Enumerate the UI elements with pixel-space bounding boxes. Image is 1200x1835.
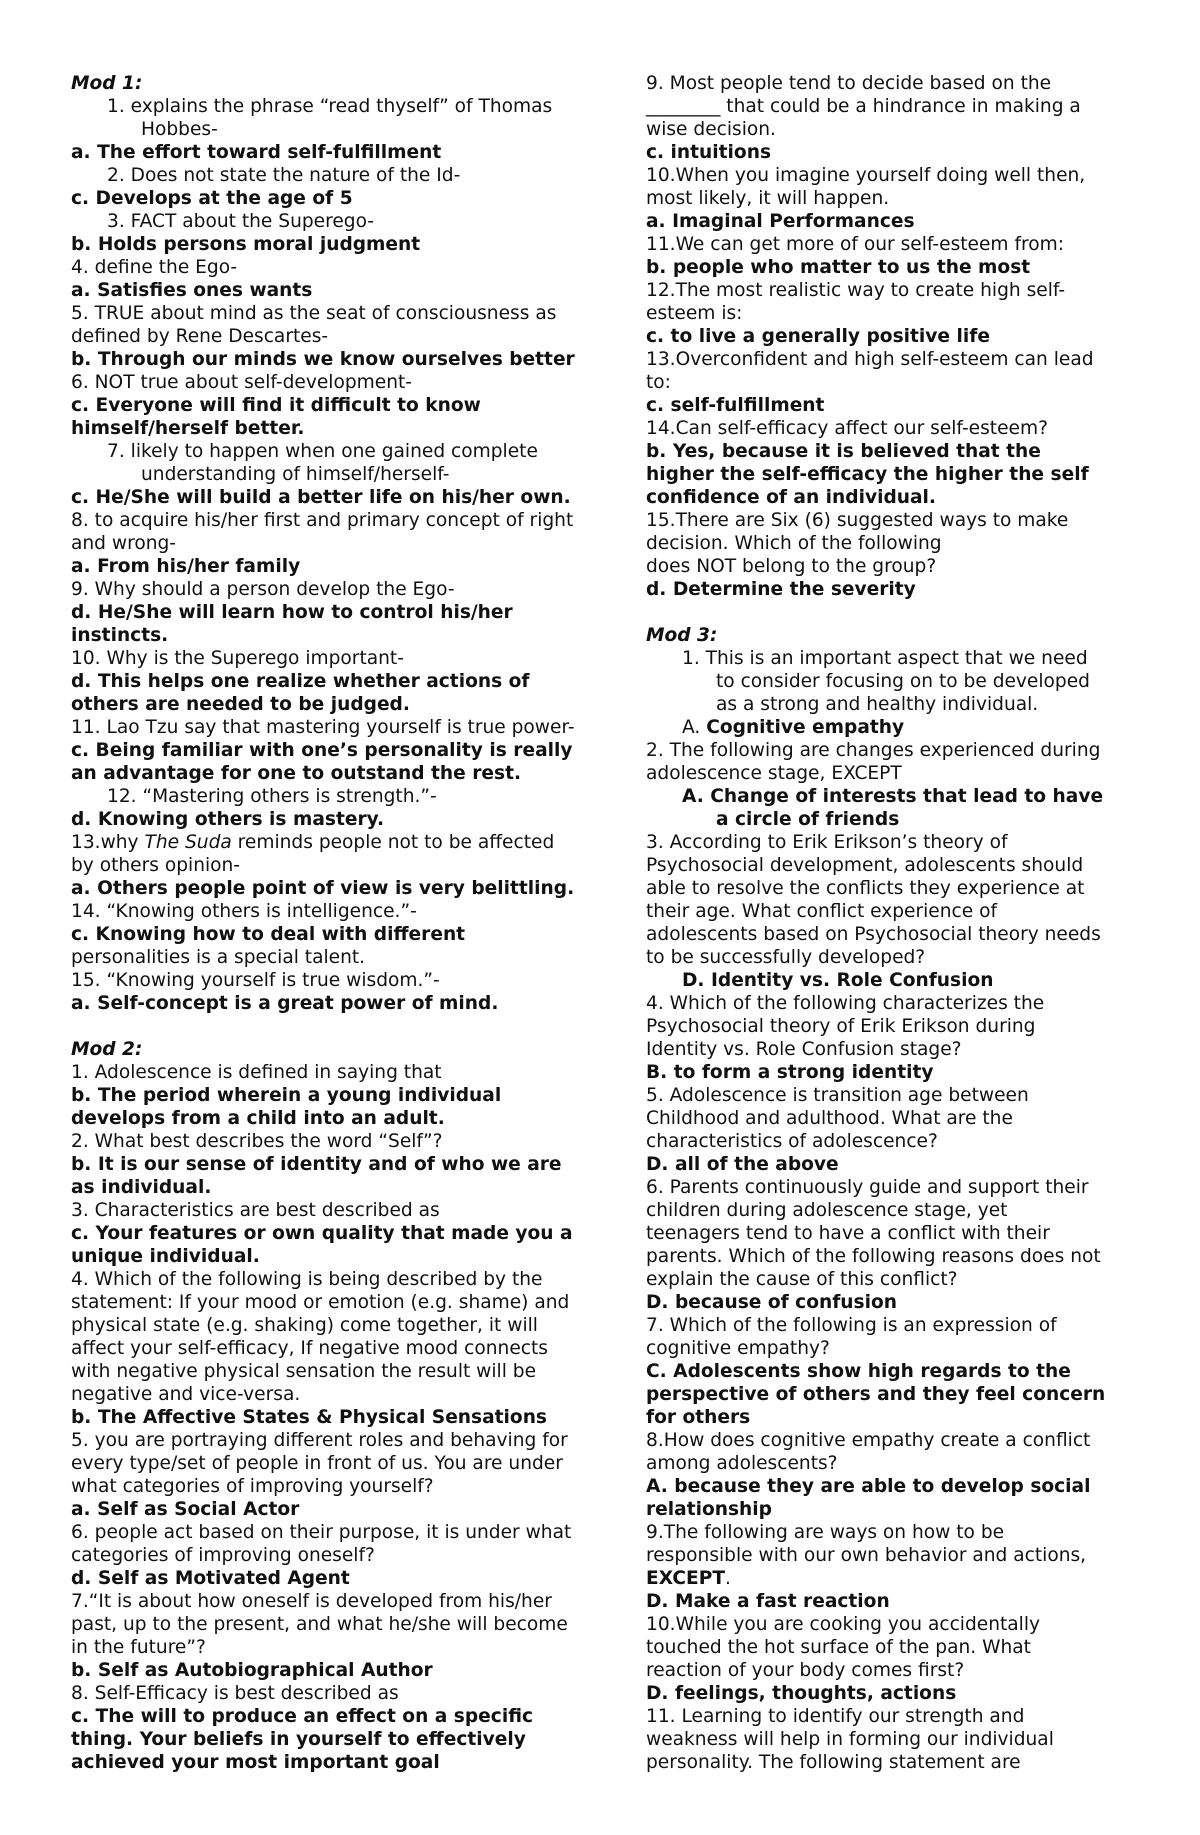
- question-line: touched the hot surface of the pan. What: [646, 1637, 1031, 1658]
- answer-line: b. The period wherein a young individual: [71, 1085, 502, 1106]
- question-line: adolescents based on Psychosocial theory needs: [646, 924, 1101, 945]
- question-line: 12.The most realistic way to create high self-: [646, 280, 1066, 301]
- question-line: 13.why The Suda reminds people not to be affected: [71, 832, 555, 853]
- answer-line: D. Identity vs. Role Confusion: [682, 970, 994, 991]
- answer-line: d. He/She will learn how to control his/her: [71, 602, 513, 623]
- answer-line: c. self-fulfillment: [646, 395, 825, 416]
- question-line: 5. Adolescence is transition age between: [646, 1085, 1029, 1106]
- question-line: 5. TRUE about mind as the seat of consciousness as: [71, 303, 557, 324]
- answer-line: develops from a child into an adult.: [71, 1108, 445, 1129]
- question-line: Hobbes-: [141, 119, 218, 140]
- question-line: 8. to acquire his/her first and primary concept of right: [71, 510, 574, 531]
- question-line: 6. people act based on their purpose, it is under what: [71, 1522, 572, 1543]
- answer-line: a. From his/her family: [71, 556, 301, 577]
- answer-line: D. feelings, thoughts, actions: [646, 1683, 957, 1704]
- question-line: reaction of your body comes first?: [646, 1660, 965, 1681]
- question-line: 7. likely to happen when one gained complete: [107, 441, 538, 462]
- question-line: decision. Which of the following: [646, 533, 942, 554]
- question-line: children during adolescence stage, yet: [646, 1200, 1008, 1221]
- question-line: 13.Overconfident and high self-esteem can lead: [646, 349, 1094, 370]
- answer-line: unique individual.: [71, 1246, 260, 1267]
- question-line: 4. define the Ego-: [71, 257, 238, 278]
- question-line: Identity vs. Role Confusion stage?: [646, 1039, 962, 1060]
- answer-line: d. This helps one realize whether actions of: [71, 671, 530, 692]
- question-line: 7. Which of the following is an expression of: [646, 1315, 1057, 1336]
- question-line: 11. Learning to identify our strength and: [646, 1706, 1025, 1727]
- question-line: 2. What best describes the word “Self”?: [71, 1131, 443, 1152]
- question-line: 1. Adolescence is defined in saying that: [71, 1062, 442, 1083]
- question-line: 11.We can get more of our self-esteem from:: [646, 234, 1064, 255]
- question-line: cognitive empathy?: [646, 1338, 830, 1359]
- question-line: wise decision.: [646, 119, 776, 140]
- question-line: statement: If your mood or emotion (e.g. shame) and: [71, 1292, 570, 1313]
- question-line: among adolescents?: [646, 1453, 838, 1474]
- question-line: Psychosocial development, adolescents should: [646, 855, 1084, 876]
- question-line: EXCEPT.: [646, 1568, 731, 1589]
- answer-line: c. He/She will build a better life on his/her own.: [71, 487, 571, 508]
- question-line: responsible with our own behavior and actions,: [646, 1545, 1087, 1566]
- question-line: characteristics of adolescence?: [646, 1131, 938, 1152]
- question-line: able to resolve the conflicts they experience at: [646, 878, 1085, 899]
- question-line: as a strong and healthy individual.: [716, 694, 1039, 715]
- question-line: 10.When you imagine yourself doing well then,: [646, 165, 1086, 186]
- answer-line: instincts.: [71, 625, 169, 646]
- blank-line: [646, 601, 1146, 624]
- module-heading: Mod 2:: [71, 1039, 143, 1060]
- question-line: and wrong-: [71, 533, 177, 554]
- answer-line: c. Being familiar with one’s personality is really: [71, 740, 573, 761]
- question-line: 12. “Mastering others is strength.”-: [107, 786, 437, 807]
- answer-line: c. to live a generally positive life: [646, 326, 990, 347]
- answer-line: achieved your most important goal: [71, 1752, 440, 1773]
- answer-line: perspective of others and they feel concern: [646, 1384, 1106, 1405]
- answer-line: b. It is our sense of identity and of who we are: [71, 1154, 562, 1175]
- answer-line: b. The Affective States & Physical Sensations: [71, 1407, 547, 1428]
- answer-line: a. Imaginal Performances: [646, 211, 915, 232]
- question-line: understanding of himself/herself-: [141, 464, 450, 485]
- question-line: with negative physical sensation the result will be: [71, 1361, 537, 1382]
- question-line: does NOT belong to the group?: [646, 556, 937, 577]
- question-line: negative and vice-versa.: [71, 1384, 301, 1405]
- question-line: 3. According to Erik Erikson’s theory of: [646, 832, 1008, 853]
- question-line: every type/set of people in front of us. You are under: [71, 1453, 563, 1474]
- answer-line: c. The will to produce an effect on a specific: [71, 1706, 533, 1727]
- question-line: 3. Characteristics are best described as: [71, 1200, 440, 1221]
- question-line: what categories of improving yourself?: [71, 1476, 434, 1497]
- answer-line: d. Determine the severity: [646, 579, 916, 600]
- answer-line: a. The effort toward self-fulfillment: [71, 142, 442, 163]
- question-line: personality. The following statement are: [646, 1752, 1021, 1773]
- question-line: 9. Most people tend to decide based on the: [646, 73, 1052, 94]
- question-line: 14.Can self-efficacy affect our self-esteem?: [646, 418, 1048, 439]
- answer-line: c. Knowing how to deal with different: [71, 924, 466, 945]
- question-line: adolescence stage, EXCEPT: [646, 763, 902, 784]
- question-line: 8.How does cognitive empathy create a conflict: [646, 1430, 1091, 1451]
- question-line: Psychosocial theory of Erik Erikson during: [646, 1016, 1036, 1037]
- right-column: [646, 72, 1146, 1774]
- question-line: 6. Parents continuously guide and support their: [646, 1177, 1089, 1198]
- question-line: 15.There are Six (6) suggested ways to make: [646, 510, 1069, 531]
- answer-line: c. Everyone will find it difficult to know: [71, 395, 481, 416]
- answer-line: others are needed to be judged.: [71, 694, 410, 715]
- question-line: 6. NOT true about self-development-: [71, 372, 412, 393]
- question-line: 10. Why is the Superego important-: [71, 648, 404, 669]
- answer-line: a circle of friends: [716, 809, 900, 830]
- question-line: their age. What conflict experience of: [646, 901, 998, 922]
- question-line: physical state (e.g. shaking) come together, it will: [71, 1315, 538, 1336]
- question-line: 15. “Knowing yourself is true wisdom.”-: [71, 970, 440, 991]
- module-heading: Mod 3:: [646, 625, 718, 646]
- question-line: 1. explains the phrase “read thyself” of Thomas: [107, 96, 553, 117]
- question-line: by others opinion-: [71, 855, 241, 876]
- question-line: to:: [646, 372, 671, 393]
- question-line: 9. Why should a person develop the Ego-: [71, 579, 455, 600]
- answer-line: as individual.: [71, 1177, 212, 1198]
- answer-line: relationship: [646, 1499, 772, 1520]
- answer-line: a. Self as Social Actor: [71, 1499, 300, 1520]
- question-line: 8. Self-Efficacy is best described as: [71, 1683, 399, 1704]
- question-line: 2. Does not state the nature of the Id-: [107, 165, 461, 186]
- question-line: categories of improving oneself?: [71, 1545, 375, 1566]
- answer-line: D. all of the above: [646, 1154, 839, 1175]
- question-line: 10.While you are cooking you accidentally: [646, 1614, 1041, 1635]
- question-line: 1. This is an important aspect that we need: [682, 648, 1088, 669]
- answer-line: D. Make a fast reaction: [646, 1591, 890, 1612]
- question-line: most likely, it will happen.: [646, 188, 890, 209]
- question-line: 5. you are portraying different roles and behaving for: [71, 1430, 568, 1451]
- answer-line: d. Self as Motivated Agent: [71, 1568, 350, 1589]
- question-line: 4. Which of the following characterizes the: [646, 993, 1045, 1014]
- question-line: 3. FACT about the Superego-: [107, 211, 375, 232]
- question-line: affect your self-efficacy, If negative mood connects: [71, 1338, 548, 1359]
- blank-line: [71, 1015, 616, 1038]
- answer-line: b. Self as Autobiographical Author: [71, 1660, 433, 1681]
- answer-line: A. Cognitive empathy: [682, 717, 905, 738]
- answer-line: D. because of confusion: [646, 1292, 897, 1313]
- book-title: The Suda: [144, 832, 232, 853]
- answer-line: c. intuitions: [646, 142, 772, 163]
- answer-line: b. Holds persons moral judgment: [71, 234, 421, 255]
- question-line: weakness will help in forming our individual: [646, 1729, 1054, 1750]
- answer-line: d. Knowing others is mastery.: [71, 809, 385, 830]
- answer-line: C. Adolescents show high regards to the: [646, 1361, 1071, 1382]
- answer-line: a. Self-concept is a great power of mind.: [71, 993, 499, 1014]
- module-heading: Mod 1:: [71, 73, 143, 94]
- answer-line: A. because they are able to develop social: [646, 1476, 1091, 1497]
- question-line: 2. The following are changes experienced during: [646, 740, 1101, 761]
- answer-line: himself/herself better.: [71, 418, 305, 439]
- question-line: personalities is a special talent.: [71, 947, 366, 968]
- answer-line: an advantage for one to outstand the rest.: [71, 763, 522, 784]
- answer-line: B. to form a strong identity: [646, 1062, 934, 1083]
- question-line: 11. Lao Tzu say that mastering yourself is true power-: [71, 717, 575, 738]
- answer-line: b. Yes, because it is believed that the: [646, 441, 1041, 462]
- question-line: in the future”?: [71, 1637, 206, 1658]
- answer-line: a. Others people point of view is very belittling.: [71, 878, 575, 899]
- left-column: [71, 72, 616, 1774]
- question-line: to consider focusing on to be developed: [716, 671, 1090, 692]
- question-line: parents. Which of the following reasons does not: [646, 1246, 1101, 1267]
- answer-line: for others: [646, 1407, 751, 1428]
- answer-line: c. Your features or own quality that made you a: [71, 1223, 573, 1244]
- question-line: explain the cause of this conflict?: [646, 1269, 958, 1290]
- question-line: 4. Which of the following is being described by the: [71, 1269, 543, 1290]
- answer-line: c. Develops at the age of 5: [71, 188, 353, 209]
- answer-line: b. people who matter to us the most: [646, 257, 1031, 278]
- question-line: 9.The following are ways on how to be: [646, 1522, 1005, 1543]
- question-line: 14. “Knowing others is intelligence.”-: [71, 901, 417, 922]
- question-line: teenagers tend to have a conflict with their: [646, 1223, 1050, 1244]
- answer-line: higher the self-efficacy the higher the self: [646, 464, 1089, 485]
- question-line: Childhood and adulthood. What are the: [646, 1108, 1013, 1129]
- answer-line: thing. Your beliefs in yourself to effectively: [71, 1729, 526, 1750]
- answer-line: a. Satisfies ones wants: [71, 280, 313, 301]
- answer-line: confidence of an individual.: [646, 487, 936, 508]
- question-line: esteem is:: [646, 303, 743, 324]
- question-line: 7.“It is about how oneself is developed from his/her: [71, 1591, 552, 1612]
- question-line: to be successfully developed?: [646, 947, 926, 968]
- question-line: past, up to the present, and what he/she will become: [71, 1614, 568, 1635]
- question-line: defined by Rene Descartes-: [71, 326, 329, 347]
- question-line: ________ that could be a hindrance in making a: [646, 96, 1081, 117]
- answer-line: A. Change of interests that lead to have: [682, 786, 1104, 807]
- answer-line: b. Through our minds we know ourselves better: [71, 349, 575, 370]
